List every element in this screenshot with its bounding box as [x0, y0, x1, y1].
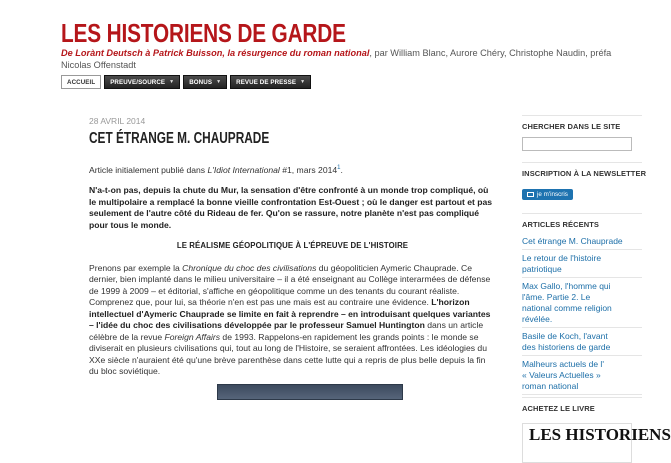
list-item — [522, 358, 642, 395]
newsletter-heading: INSCRIPTION À LA NEWSLETTER — [522, 162, 642, 178]
sidebar — [522, 115, 671, 463]
paragraph-text: Prenons par exemple la — [89, 262, 183, 273]
tagline-subtitle: De Lorànt Deutsch à Patrick Buisson, la résurgence du roman national — [61, 48, 370, 58]
recent-post-link[interactable]: Malheurs actuels de l' « Valeurs Actuelles » roman national — [522, 359, 604, 391]
post-content — [89, 163, 496, 387]
post-image — [217, 384, 403, 400]
nav-item-label: PREUVE/SOURCE — [110, 78, 166, 86]
post-title[interactable]: CET ÉTRANGE M. CHAUPRADE — [89, 130, 270, 147]
list-item — [522, 330, 642, 356]
chevron-down-icon: ▼ — [300, 79, 306, 85]
recent-posts-heading: ARTICLES RÉCENTS — [522, 213, 642, 229]
journal-title: Foreign Affairs — [164, 331, 221, 342]
paragraph-text: dans un article célèbre de la revue — [89, 320, 484, 342]
paragraph-text: du géopoliticien Aymeric Chauprade. Ce dernier, bien implanté dans le milieu universitaire – il a été enseignant au Collège interarmées de défense de 1999 à 2009 – et éditorial, s'affiche en géopolitique comme un des tenants du courant réaliste. Comprenez que, pour lui, sa théorie n'en est pas une mais est au contraire une évidence. — [89, 262, 491, 308]
nav-item-label: BONUS — [189, 78, 213, 86]
nav-item-bonus[interactable] — [183, 75, 227, 89]
nav-item-preuve-source[interactable] — [104, 75, 180, 89]
list-item — [522, 280, 642, 328]
tagline-authors-line2: Nicolas Offenstadt — [61, 60, 136, 70]
tagline-authors: , par William Blanc, Aurore Chéry, Christophe Naudin, préfa — [369, 48, 612, 58]
subscribe-button[interactable] — [522, 189, 573, 200]
intro-text: Article initialement publié dans — [89, 164, 208, 175]
buy-book-heading: ACHETEZ LE LIVRE — [522, 397, 642, 413]
chevron-down-icon: ▼ — [216, 79, 222, 85]
list-item — [522, 252, 642, 278]
subscribe-label: je m'inscris — [537, 191, 568, 198]
post-date: 28 AVRIL 2014 — [89, 116, 146, 126]
nav-item-accueil[interactable] — [61, 75, 101, 89]
site-tagline — [61, 47, 621, 71]
recent-post-link[interactable]: Basile de Koch, l'avant des historiens de garde — [522, 331, 611, 352]
book-cover-image[interactable] — [522, 423, 671, 463]
mail-icon — [527, 192, 534, 197]
book-title: Chronique du choc des civilisations — [182, 262, 317, 273]
recent-post-link[interactable]: Le retour de l'histoire patriotique — [522, 253, 602, 274]
paragraph-bold: L'horizon intellectuel d'Aymeric Chauprade se limite en fait à reprendre – en introduisant quelques variantes – l'idée du choc des civilisations développée par le professeur Samuel Huntington — [89, 297, 491, 331]
post-paragraph — [89, 263, 496, 378]
paragraph-text: de 1993. Rappelons-en rapidement les grands points : le monde se diviserait en plusieurs civilisations qui, tout au long de l'Histoire, se seraient affrontées. Les idéologies du XXe siècle n'auraient été qu'une brève parenthèse dans cette lutte qui a repris de plus belle depuis la fin du bloc soviétique. — [89, 331, 487, 377]
intro-end: . — [340, 164, 343, 175]
nav-item-revue-de-presse[interactable] — [230, 75, 311, 89]
recent-post-link[interactable]: Cet étrange M. Chauprade — [522, 236, 623, 246]
post-intro — [89, 163, 496, 176]
section-heading: LE RÉALISME GÉOPOLITIQUE À L'ÉPREUVE DE L'HISTOIRE — [176, 241, 409, 251]
list-item — [522, 235, 642, 250]
search-heading: CHERCHER DANS LE SITE — [522, 115, 642, 131]
intro-journal: L'Idiot International — [207, 164, 280, 175]
search-input[interactable] — [522, 137, 632, 151]
intro-issue: #1, mars 2014 — [279, 164, 338, 175]
post-lead: N'a-t-on pas, depuis la chute du Mur, la sensation d'être confronté à un monde trop compliqué, où le multipolaire a remplacé la bonne vieille confrontation Est-Ouest ; où le danger est partout et pas seulement de l'autre côté du Rideau de fer. Qu'on se rassure, notre planète n'est pas compliqué pour tous le monde. — [89, 185, 493, 230]
book-cover-title: LES HISTORIENS — [529, 425, 671, 444]
main-navigation — [61, 75, 621, 89]
site-title[interactable]: LES HISTORIENS DE GARDE — [61, 18, 346, 48]
chevron-down-icon: ▼ — [169, 79, 175, 85]
recent-post-link[interactable]: Max Gallo, l'homme qui l'âme. Partie 2. Le national comme religion révélée. — [522, 281, 612, 324]
recent-posts-list — [522, 235, 642, 395]
footnote-link[interactable]: 1 — [337, 165, 341, 171]
nav-item-label: ACCUEIL — [67, 78, 96, 86]
nav-item-label: REVUE DE PRESSE — [236, 78, 297, 86]
